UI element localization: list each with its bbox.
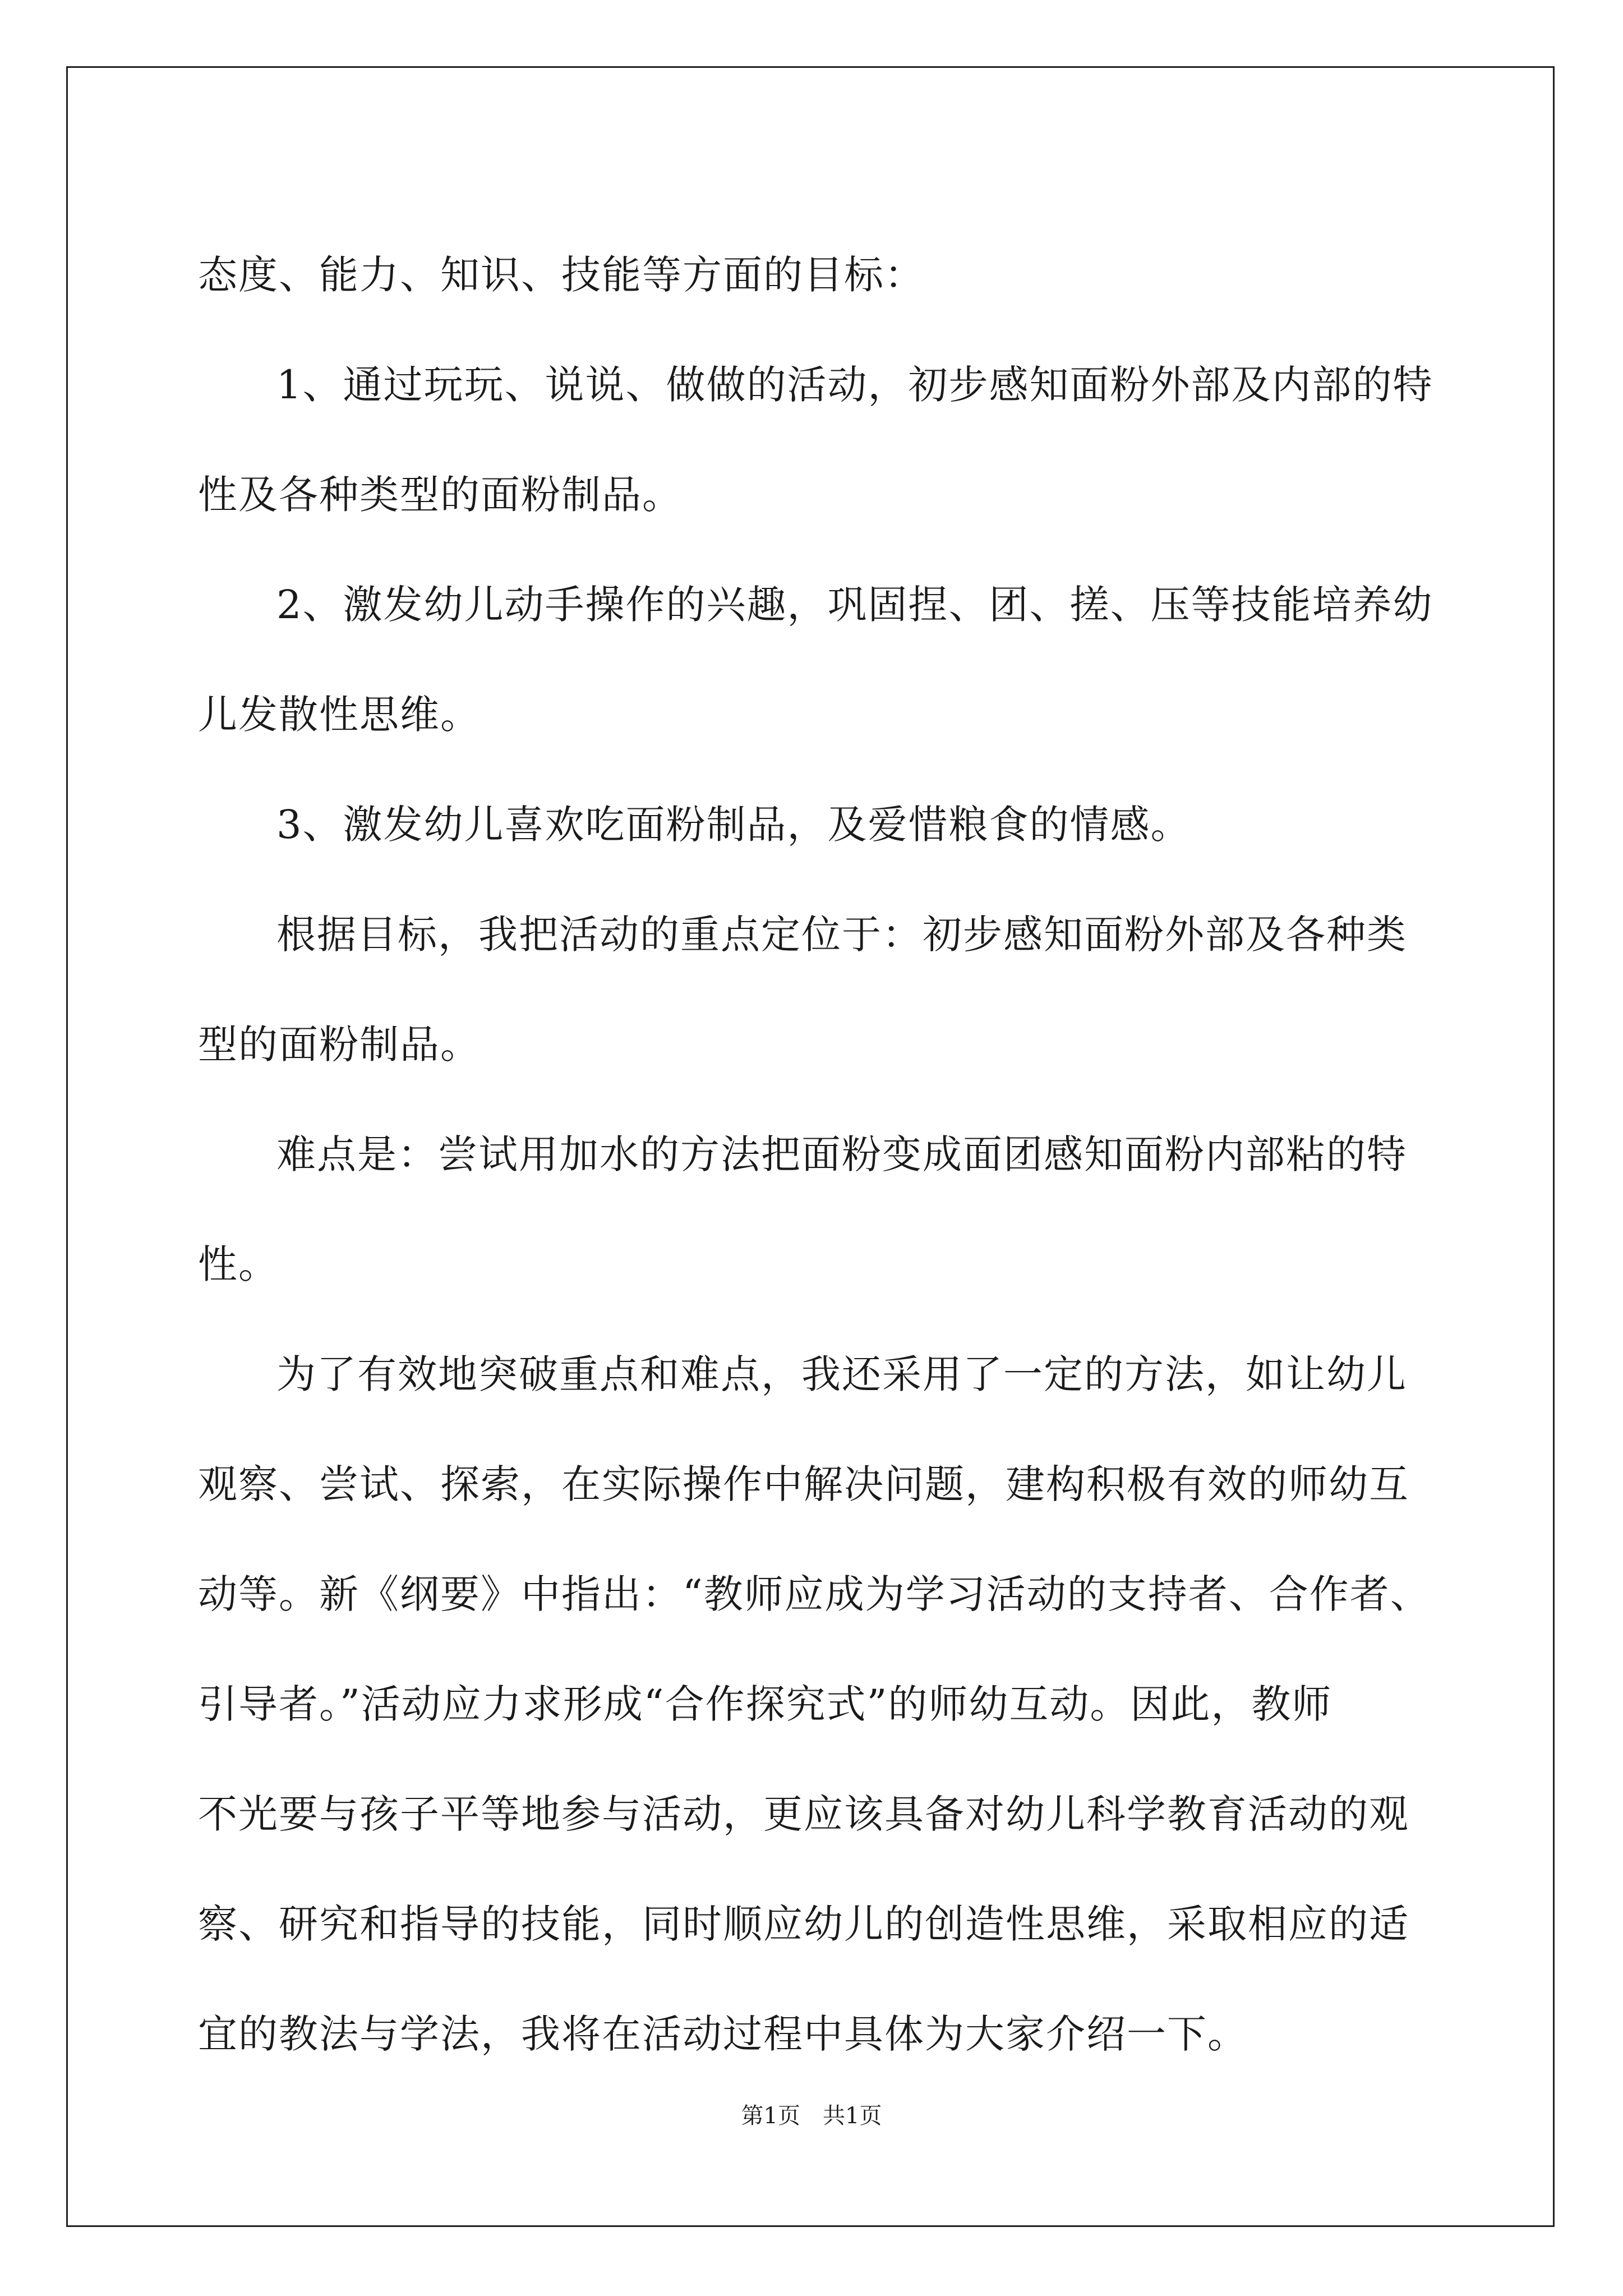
- text-line: 动等。新《纲要》中指出：“教师应成为学习活动的支持者、合作者、: [198, 1571, 1431, 1617]
- text-line: 性。: [198, 1241, 279, 1287]
- text-line: 察、研究和指导的技能，同时顺应幼儿的创造性思维，采取相应的适: [198, 1901, 1409, 1947]
- page-number: 第1页 共1页: [741, 2103, 882, 2129]
- text-line: 2、激发幼儿动手操作的兴趣，巩固捏、团、搓、压等技能培养幼: [276, 582, 1433, 628]
- text-line: 态度、能力、知识、技能等方面的目标：: [198, 252, 925, 298]
- text-line: 不光要与孩子平等地参与活动，更应该具备对幼儿科学教育活动的观: [198, 1791, 1409, 1837]
- text-line: 1、通过玩玩、说说、做做的活动，初步感知面粉外部及内部的特: [276, 362, 1433, 408]
- text-line: 根据目标，我把活动的重点定位于：初步感知面粉外部及各种类: [276, 912, 1407, 958]
- text-line: 儿发散性思维。: [198, 692, 481, 738]
- text-line: 性及各种类型的面粉制品。: [198, 472, 683, 518]
- document-body: [198, 220, 1437, 2089]
- text-line: 型的面粉制品。: [198, 1022, 481, 1068]
- text-line: 观察、尝试、探索，在实际操作中解决问题，建构积极有效的师幼互: [198, 1461, 1409, 1507]
- text-line: 难点是：尝试用加水的方法把面粉变成面团感知面粉内部粘的特: [276, 1131, 1407, 1177]
- text-line: 为了有效地突破重点和难点，我还采用了一定的方法，如让幼儿: [276, 1351, 1407, 1397]
- text-line: 引导者。”活动应力求形成“合作探究式”的师幼互动。因此，教师: [198, 1681, 1332, 1727]
- text-line: 3、激发幼儿喜欢吃面粉制品，及爱惜粮食的情感。: [276, 802, 1191, 848]
- text-line: 宜的教法与学法，我将在活动过程中具体为大家介绍一下。: [198, 2011, 1248, 2057]
